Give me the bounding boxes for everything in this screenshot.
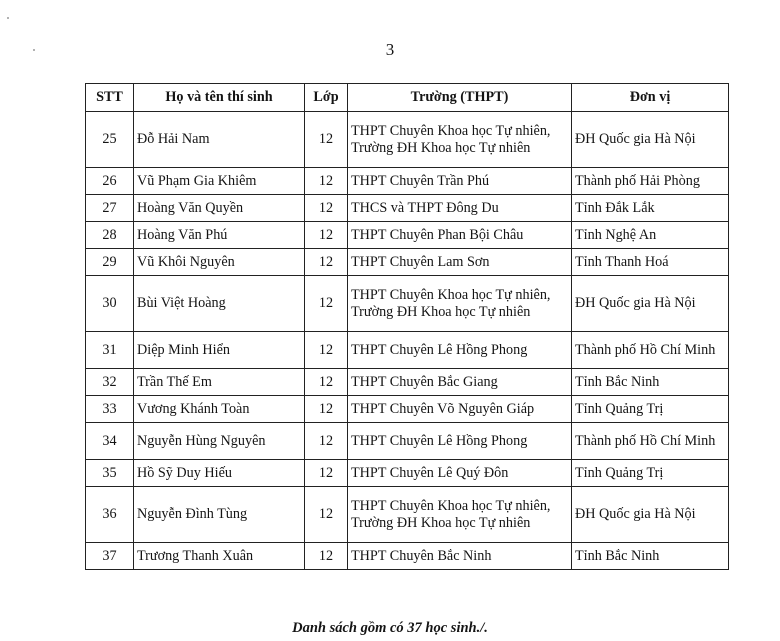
table-row bbox=[86, 222, 729, 249]
table-row bbox=[86, 369, 729, 396]
header-stt: STT bbox=[86, 84, 134, 112]
table-row bbox=[86, 460, 729, 487]
school-cell: THPT Chuyên Trần Phú bbox=[348, 168, 572, 195]
header-name: Họ và tên thí sinh bbox=[134, 84, 305, 112]
table-row bbox=[86, 332, 729, 369]
name-cell: Hoàng Văn Quyền bbox=[134, 195, 305, 222]
unit-cell: Thành phố Hải Phòng bbox=[572, 168, 729, 195]
header-school: Trường (THPT) bbox=[348, 84, 572, 112]
name-cell: Hồ Sỹ Duy Hiếu bbox=[134, 460, 305, 487]
grade-cell: 12 bbox=[305, 249, 348, 276]
stt-cell: 31 bbox=[86, 332, 134, 369]
scan-speck bbox=[7, 17, 9, 19]
name-cell: Trương Thanh Xuân bbox=[134, 543, 305, 570]
grade-cell: 12 bbox=[305, 112, 348, 168]
name-cell: Nguyễn Đình Tùng bbox=[134, 487, 305, 543]
school-cell: THPT Chuyên Bắc Giang bbox=[348, 369, 572, 396]
school-cell: THPT Chuyên Khoa học Tự nhiên, Trường ĐH Khoa học Tự nhiên bbox=[348, 276, 572, 332]
stt-cell: 28 bbox=[86, 222, 134, 249]
name-cell: Trần Thế Em bbox=[134, 369, 305, 396]
table-row bbox=[86, 487, 729, 543]
name-cell: Hoàng Văn Phú bbox=[134, 222, 305, 249]
grade-cell: 12 bbox=[305, 168, 348, 195]
grade-cell: 12 bbox=[305, 487, 348, 543]
unit-cell: Tỉnh Nghệ An bbox=[572, 222, 729, 249]
table-row bbox=[86, 112, 729, 168]
grade-cell: 12 bbox=[305, 460, 348, 487]
grade-cell: 12 bbox=[305, 543, 348, 570]
unit-cell: Thành phố Hồ Chí Minh bbox=[572, 423, 729, 460]
grade-cell: 12 bbox=[305, 195, 348, 222]
header-grade: Lớp bbox=[305, 84, 348, 112]
school-cell: THPT Chuyên Phan Bội Châu bbox=[348, 222, 572, 249]
school-cell: THPT Chuyên Lê Hồng Phong bbox=[348, 332, 572, 369]
unit-cell: Tỉnh Quảng Trị bbox=[572, 396, 729, 423]
school-cell: THPT Chuyên Lê Quý Đôn bbox=[348, 460, 572, 487]
table-row bbox=[86, 249, 729, 276]
unit-cell: Tỉnh Thanh Hoá bbox=[572, 249, 729, 276]
grade-cell: 12 bbox=[305, 222, 348, 249]
unit-cell: Tỉnh Bắc Ninh bbox=[572, 369, 729, 396]
name-cell: Bùi Việt Hoàng bbox=[134, 276, 305, 332]
table-row bbox=[86, 423, 729, 460]
name-cell: Diệp Minh Hiển bbox=[134, 332, 305, 369]
unit-cell: Tỉnh Quảng Trị bbox=[572, 460, 729, 487]
stt-cell: 32 bbox=[86, 369, 134, 396]
footer-note: Danh sách gồm có 37 học sinh./. bbox=[292, 620, 488, 636]
stt-cell: 36 bbox=[86, 487, 134, 543]
unit-cell: Thành phố Hồ Chí Minh bbox=[572, 332, 729, 369]
school-cell: THPT Chuyên Khoa học Tự nhiên, Trường ĐH Khoa học Tự nhiên bbox=[348, 487, 572, 543]
school-cell: THPT Chuyên Lam Sơn bbox=[348, 249, 572, 276]
stt-cell: 35 bbox=[86, 460, 134, 487]
grade-cell: 12 bbox=[305, 396, 348, 423]
unit-cell: ĐH Quốc gia Hà Nội bbox=[572, 112, 729, 168]
stt-cell: 34 bbox=[86, 423, 134, 460]
table-row bbox=[86, 543, 729, 570]
grade-cell: 12 bbox=[305, 276, 348, 332]
table-row bbox=[86, 276, 729, 332]
name-cell: Vũ Phạm Gia Khiêm bbox=[134, 168, 305, 195]
unit-cell: ĐH Quốc gia Hà Nội bbox=[572, 276, 729, 332]
stt-cell: 29 bbox=[86, 249, 134, 276]
unit-cell: Tỉnh Đắk Lắk bbox=[572, 195, 729, 222]
grade-cell: 12 bbox=[305, 423, 348, 460]
name-cell: Vũ Khôi Nguyên bbox=[134, 249, 305, 276]
grade-cell: 12 bbox=[305, 332, 348, 369]
page-number: 3 bbox=[385, 40, 395, 59]
stt-cell: 25 bbox=[86, 112, 134, 168]
table-row bbox=[86, 168, 729, 195]
unit-cell: Tỉnh Bắc Ninh bbox=[572, 543, 729, 570]
name-cell: Đỗ Hải Nam bbox=[134, 112, 305, 168]
header-unit: Đơn vị bbox=[572, 84, 729, 112]
stt-cell: 26 bbox=[86, 168, 134, 195]
school-cell: THPT Chuyên Võ Nguyên Giáp bbox=[348, 396, 572, 423]
table-header-row bbox=[86, 84, 729, 112]
table-row bbox=[86, 195, 729, 222]
school-cell: THPT Chuyên Bắc Ninh bbox=[348, 543, 572, 570]
school-cell: THCS và THPT Đông Du bbox=[348, 195, 572, 222]
school-cell: THPT Chuyên Lê Hồng Phong bbox=[348, 423, 572, 460]
stt-cell: 27 bbox=[86, 195, 134, 222]
stt-cell: 37 bbox=[86, 543, 134, 570]
student-table bbox=[85, 83, 729, 570]
name-cell: Nguyễn Hùng Nguyên bbox=[134, 423, 305, 460]
stt-cell: 33 bbox=[86, 396, 134, 423]
name-cell: Vương Khánh Toàn bbox=[134, 396, 305, 423]
table-row bbox=[86, 396, 729, 423]
grade-cell: 12 bbox=[305, 369, 348, 396]
school-cell: THPT Chuyên Khoa học Tự nhiên, Trường ĐH Khoa học Tự nhiên bbox=[348, 112, 572, 168]
stt-cell: 30 bbox=[86, 276, 134, 332]
unit-cell: ĐH Quốc gia Hà Nội bbox=[572, 487, 729, 543]
